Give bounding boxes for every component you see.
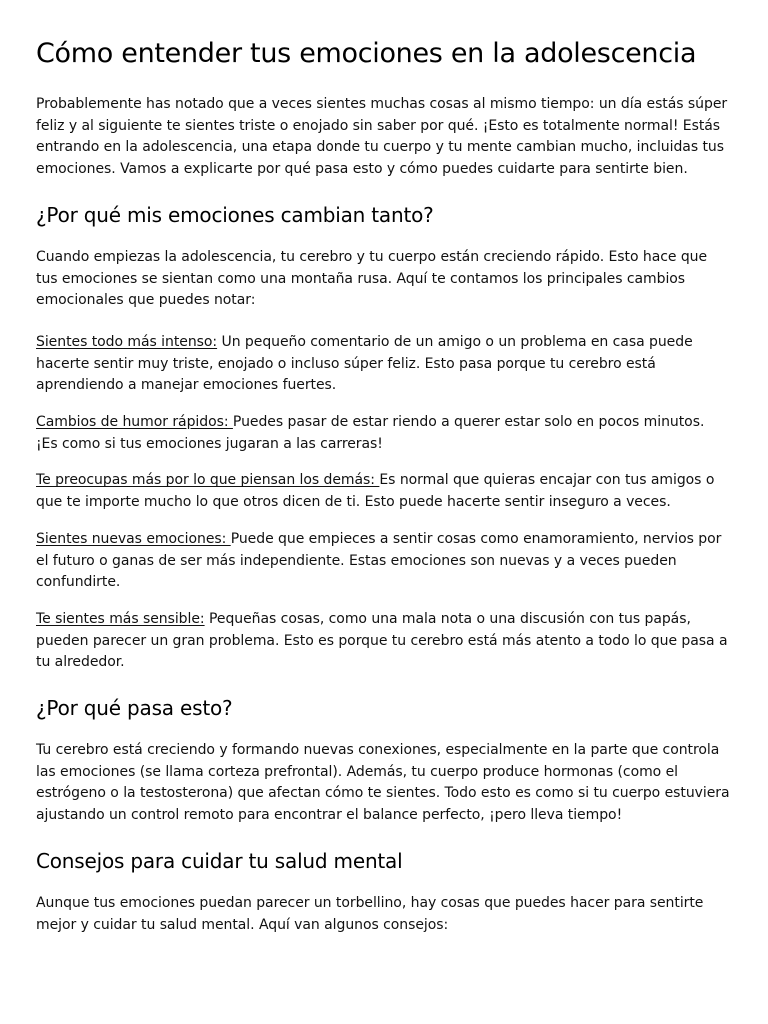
list-item (36, 529, 730, 594)
page-title: Cómo entender tus emociones en la adolescencia (36, 38, 697, 69)
item-body-text: Pequeñas cosas, como una mala nota o una discusión con tus papás, pueden parecer un gran problema. Esto es porque tu cerebro está más atento a todo lo que pasa a tu alrededor. (36, 610, 728, 671)
section-heading-consejos: Consejos para cuidar tu salud mental (36, 848, 403, 873)
list-item (36, 470, 730, 513)
section-paragraph-cambios: Cuando empiezas la adolescencia, tu cerebro y tu cuerpo están creciendo rápido. Esto hace que tus emociones se sientan como una montaña rusa. Aquí te contamos los principales cambios emocionales que puedes notar: (36, 248, 708, 309)
item-lead-text: Te preocupas más por lo que piensan los demás: (36, 472, 380, 489)
item-lead-text: Cambios de humor rápidos: (36, 414, 233, 431)
item-lead-text: Sientes nuevas emociones: (36, 530, 231, 547)
list-item (36, 609, 730, 674)
item-body-text: Puede que empieces a sentir cosas como enamoramiento, nervios por el futuro o ganas de ser más independiente. Estas emociones son nuevas y a veces pueden confundirte. (36, 530, 722, 591)
item-lead-text: Sientes todo más intenso: (36, 333, 218, 350)
section-heading-cambios: ¿Por qué mis emociones cambian tanto? (36, 202, 434, 227)
section-heading-por-que: ¿Por qué pasa esto? (36, 696, 233, 721)
intro-paragraph: Probablemente has notado que a veces sientes muchas cosas al mismo tiempo: un día estás súper feliz y al siguiente te sientes triste o enojado sin saber por qué. ¡Esto es totalmente normal! Estás entrando en la adolescencia, una etapa donde tu cuerpo y tu mente cambian mucho, incluidas tus emociones. Vamos a explicarte por qué pasa esto y cómo puedes cuidarte para sentirte bien. (36, 96, 728, 178)
section-paragraph-consejos: Aunque tus emociones puedan parecer un torbellino, hay cosas que puedes hacer para sentirte mejor y cuidar tu salud mental. Aquí van algunos consejos: (36, 894, 704, 933)
item-body-text: Puedes pasar de estar riendo a querer estar solo en pocos minutos. ¡Es como si tus emociones jugaran a las carreras! (36, 414, 705, 452)
item-body-text: Es normal que quieras encajar con tus amigos o que te importe mucho lo que otros dicen de ti. Esto puede hacerte sentir inseguro a veces. (36, 472, 715, 511)
item-body-text: Un pequeño comentario de un amigo o un problema en casa puede hacerte sentir muy triste, enojado o incluso súper feliz. Esto pasa porque tu cerebro está aprendiendo a manejar emociones fuertes. (36, 333, 693, 394)
section-paragraph-por-que: Tu cerebro está creciendo y formando nuevas conexiones, especialmente en la parte que controla las emociones (se llama corteza prefrontal). Además, tu cuerpo produce hormonas (como el estrógeno o la testosterona) que afectan cómo te sientes. Todo esto es como si tu cuerpo estuviera ajustando un control remoto para encontrar el balance perfecto, ¡pero lleva tiempo! (36, 742, 730, 824)
list-item (36, 412, 730, 455)
list-item (36, 332, 730, 397)
item-lead-text: Te sientes más sensible: (36, 610, 205, 627)
